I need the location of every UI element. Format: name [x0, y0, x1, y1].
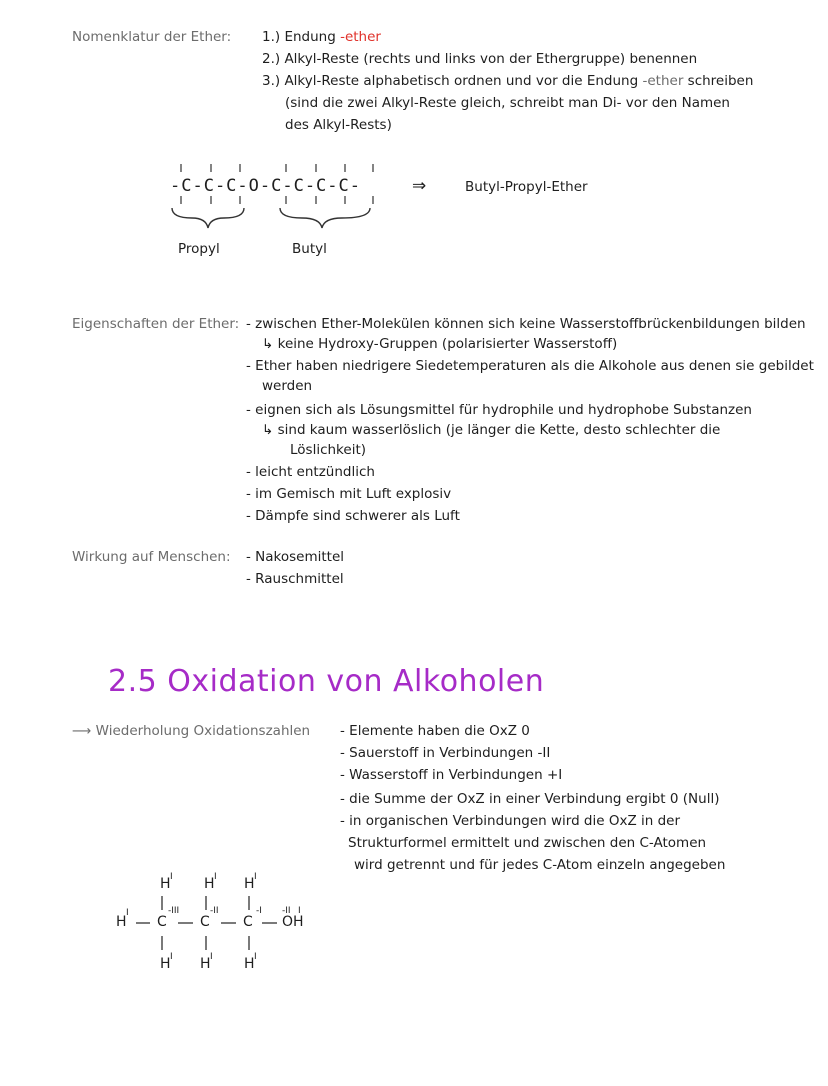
review-line: - die Summe der OxZ in einer Verbindung ergibt 0 (Null)	[340, 791, 720, 807]
nomenclature-label: Nomenklatur der Ether:	[72, 29, 232, 45]
atom-h: H	[244, 876, 255, 892]
effect-line: - Rauschmittel	[246, 571, 344, 587]
review-line: wird getrennt und für jedes C-Atom einzeln angegeben	[354, 857, 726, 873]
review-line: Strukturformel ermittelt und zwischen den C-Atomen	[348, 835, 707, 851]
properties-label: Eigenschaften der Ether:	[72, 316, 240, 332]
property-line: - zwischen Ether-Molekülen können sich keine Wasserstoffbrückenbildungen bilden	[246, 316, 806, 332]
ox-number: I	[210, 952, 213, 962]
nomenclature-item-2: 2.) Alkyl-Reste (rechts und links von der Ethergruppe) benennen	[262, 51, 698, 67]
item-text: 3.) Alkyl-Reste alphabetisch ordnen und vor die Endung	[262, 73, 643, 89]
property-line: - Ether haben niedrigere Siedetemperaturen als die Alkohole aus denen sie gebildet	[246, 358, 814, 374]
atom-h: H	[200, 956, 211, 972]
ox-number: -II	[210, 906, 219, 916]
atom-c: C	[157, 914, 167, 930]
property-line: - Dämpfe sind schwerer als Luft	[246, 508, 460, 524]
propyl-label: Propyl	[178, 241, 220, 257]
ox-number: I	[254, 872, 257, 882]
atom-c: C	[200, 914, 210, 930]
ether-formula: -C-C-C-O-C-C-C-C-	[170, 176, 361, 196]
ox-number: -I	[256, 906, 262, 916]
ox-number: -III	[168, 906, 180, 916]
effects-label: Wirkung auf Menschen:	[72, 549, 231, 565]
item-text: schreiben	[683, 73, 754, 89]
review-line: - Elemente haben die OxZ 0	[340, 723, 530, 739]
review-line: - in organischen Verbindungen wird die OxZ in der	[340, 813, 681, 829]
nomenclature-item-4: (sind die zwei Alkyl-Reste gleich, schreibt man Di- vor den Namen	[285, 95, 730, 111]
atom-h: H	[116, 914, 127, 930]
atom-h: H	[204, 876, 215, 892]
ox-number: I	[170, 952, 173, 962]
property-line: - im Gemisch mit Luft explosiv	[246, 486, 452, 502]
ending-highlight: -ether	[340, 29, 381, 45]
ether-result: Butyl-Propyl-Ether	[465, 179, 588, 195]
ox-number: I	[214, 872, 217, 882]
ox-number: I	[298, 906, 301, 916]
property-line: Löslichkeit)	[290, 442, 367, 458]
atom-h: H	[160, 956, 171, 972]
item-text: 1.) Endung	[262, 29, 341, 45]
atom-h: H	[160, 876, 171, 892]
property-line: werden	[262, 378, 313, 394]
ox-number: I	[126, 908, 129, 918]
ending-highlight: -ether	[642, 73, 684, 89]
property-line: ↳ keine Hydroxy-Gruppen (polarisierter Wasserstoff)	[262, 336, 618, 352]
review-line: - Sauerstoff in Verbindungen -II	[340, 745, 551, 761]
effect-line: - Nakosemittel	[246, 549, 345, 565]
ox-number: I	[254, 952, 257, 962]
review-label: ⟶ Wiederholung Oxidationszahlen	[72, 723, 311, 739]
atom-h: H	[244, 956, 255, 972]
ox-number: -II	[282, 906, 291, 916]
result-arrow: ⇒	[412, 176, 427, 196]
property-line: ↳ sind kaum wasserlöslich (je länger die Kette, desto schlechter die	[262, 422, 721, 438]
atom-c: C	[243, 914, 253, 930]
review-line: - Wasserstoff in Verbindungen +I	[340, 767, 563, 783]
atom-oh: OH	[282, 914, 304, 930]
property-line: - eignen sich als Lösungsmittel für hydrophile und hydrophobe Substanzen	[246, 402, 752, 418]
butyl-label: Butyl	[292, 241, 327, 257]
section-title: 2.5 Oxidation von Alkoholen	[108, 664, 545, 699]
ox-number: I	[170, 872, 173, 882]
nomenclature-item-5: des Alkyl-Rests)	[285, 117, 392, 133]
property-line: - leicht entzündlich	[246, 464, 375, 480]
